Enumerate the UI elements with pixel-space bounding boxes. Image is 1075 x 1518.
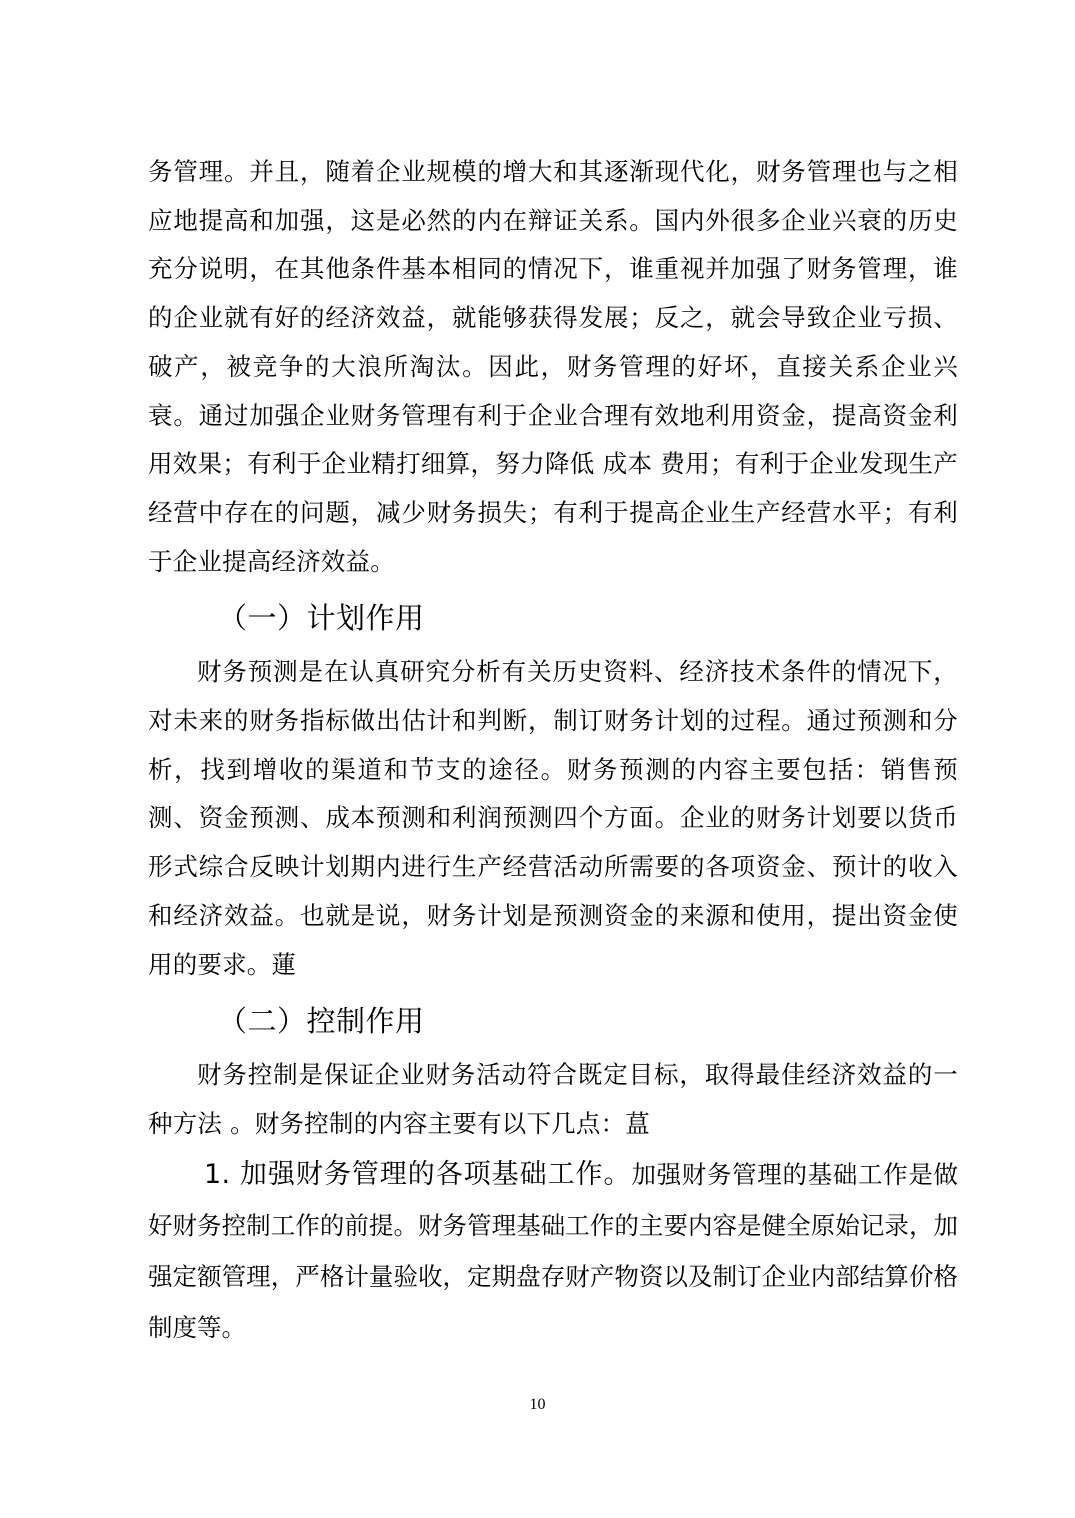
section-heading-planning: （一）计划作用 (218, 601, 425, 636)
list-item-body: 加强财务管理的基础工作是做好财务控制工作的前提。财务管理基础工作的主要内容是健全原始记录，加强定额管理，严格计量验收，定期盘存财产物资以及制订企业内部结算价格制度等。 (148, 1159, 958, 1342)
planning-paragraph: 财务预测是在认真研究分析有关历史资料、经济技术条件的情况下，对未来的财务指标做出估计和判断，制订财务计划的过程。通过预测和分析，找到增收的渠道和节支的途径。财务预测的内容主要包括：销售预测、资金预测、成本预测和利润预测四个方面。企业的财务计划要以货币形式综合反映计划期内进行生产经营活动所需要的各项资金、预计的收入和经济效益。也就是说，财务计划是预测资金的来源和使用，提出资金使用的要求。蓮 (148, 657, 958, 979)
intro-paragraph: 务管理。并且，随着企业规模的增大和其逐渐现代化，财务管理也与之相应地提高和加强，这是必然的内在辩证关系。国内外很多企业兴衰的历史充分说明，在其他条件基本相同的情况下，谁重视并加强了财务管理，谁的企业就有好的经济效益，就能够获得发展；反之，就会导致企业亏损、破产，被竞争的大浪所淘汰。因此，财务管理的好坏，直接关系企业兴衰。通过加强企业财务管理有利于企业合理有效地利用资金，提高资金利用效果；有利于企业精打细算，努力降低 成本 费用；有利于企业发现生产经营中存在的问题，减少财务损失；有利于提高企业生产经营水平；有利于企业提高经济效益。 (148, 157, 958, 576)
page-body (148, 148, 958, 1353)
section-heading-control: （二）控制作用 (218, 1004, 425, 1039)
list-item-lead: 1. 加强财务管理的各项基础工作。 (204, 1158, 632, 1190)
control-paragraph: 财务控制是保证企业财务活动符合既定目标，取得最佳经济效益的一种方法 。财务控制的内容主要有以下几点：蒀 (148, 1060, 958, 1138)
page-number: 10 (529, 1396, 546, 1413)
list-item-basic-work (148, 1149, 958, 1353)
